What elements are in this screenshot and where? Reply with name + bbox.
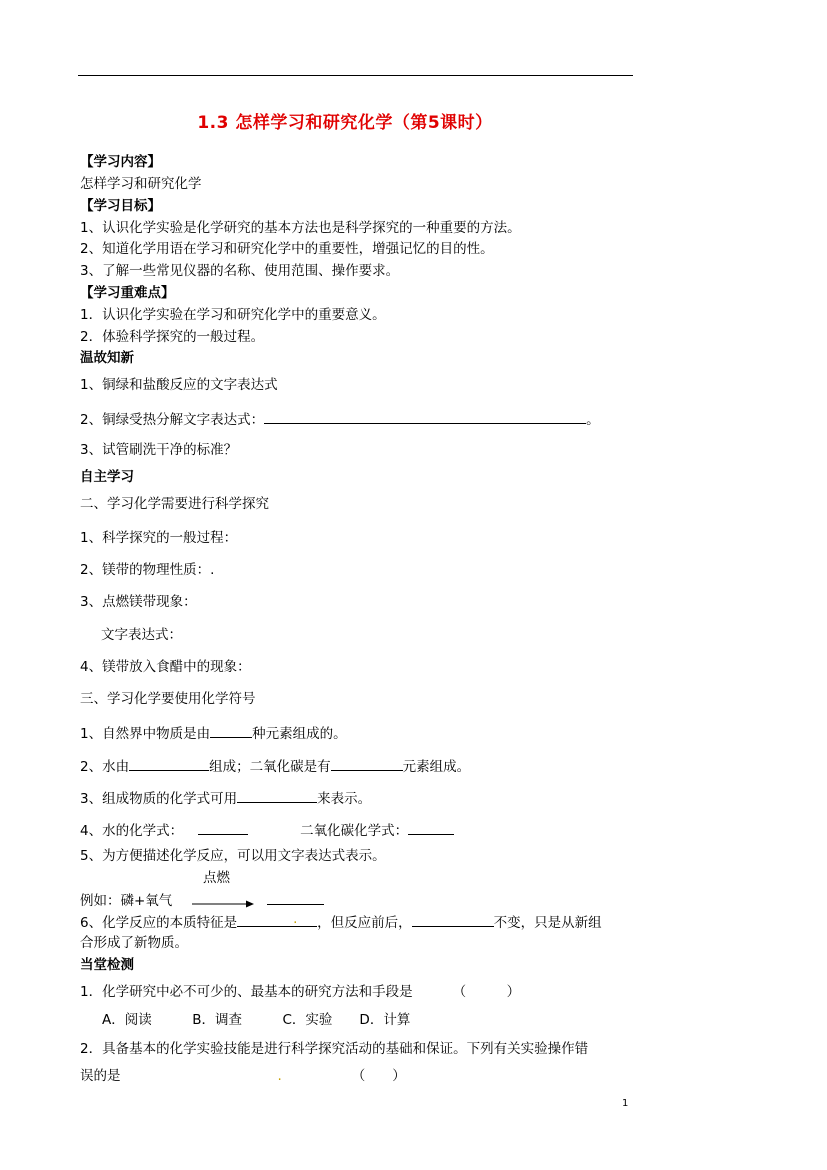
item-2-2-text: 2、镁带的物理性质： [80, 562, 211, 578]
section-2-heading: 二、学习化学需要进行科学探究 [80, 496, 269, 512]
item-3-1-a: 1、自然界中物质是由 [80, 726, 211, 742]
key-1: 1．认识化学实验在学习和研究化学中的重要意义。 [80, 307, 386, 323]
goal-2: 2、知道化学用语在学习和研究化学中的重要性，增强记忆的目的性。 [80, 241, 494, 257]
item-3-2-c: 元素组成。 [402, 759, 471, 775]
review-3: 3、试管刷洗干净的标准？ [80, 442, 238, 458]
review-2-text: 2、铜绿受热分解文字表达式： [80, 412, 265, 428]
example-text: 例如：磷+氧气 [80, 893, 173, 909]
item-3-3-a: 3、组成物质的化学式可用 [80, 791, 238, 807]
item-2-4: 4、镁带放入食醋中的现象： [80, 659, 251, 675]
answer-blank[interactable] [198, 820, 248, 835]
item-3-3 [80, 788, 371, 808]
ignite-label: 点燃 [203, 870, 230, 886]
question-1-options: A．阅读 B．调查 C．实验 D．计算 [102, 1012, 411, 1028]
goal-1: 1、认识化学实验是化学研究的基本方法也是科学探究的一种重要的方法。 [80, 220, 521, 236]
item-3-2-a: 2、水由 [80, 759, 130, 775]
item-2-2 [80, 561, 214, 579]
answer-blank[interactable] [267, 890, 324, 905]
test-heading: 当堂检测 [80, 957, 134, 973]
answer-dot: . [293, 911, 298, 927]
header-rule [78, 75, 633, 76]
item-3-6-b: ，但反应前后， [317, 915, 412, 931]
question-1-paren: （ ） [452, 984, 521, 1000]
review-1: 1、铜绿和盐酸反应的文字表达式 [80, 377, 278, 393]
item-2-3-formula: 文字表达式： [101, 627, 182, 643]
item-3-2-b: 组成；二氧化碳是有 [209, 759, 331, 775]
question-2: 2．具备基本的化学实验技能是进行科学探究活动的基础和保证。下列有关实验操作错 [80, 1041, 589, 1057]
self-study-heading: 自主学习 [80, 469, 134, 485]
answer-blank[interactable] [129, 756, 209, 771]
goal-3: 3、了解一些常见仪器的名称、使用范围、操作要求。 [80, 263, 400, 279]
item-2-2-dot: . [210, 562, 215, 578]
page-number: 1 [622, 1098, 629, 1109]
question-2-text: 误的是 [80, 1068, 121, 1084]
section-3-heading: 三、学习化学要使用化学符号 [80, 691, 256, 707]
item-3-1 [80, 723, 347, 743]
item-3-6-a: 6、化学反应的本质特征是 [80, 915, 238, 931]
answer-blank[interactable] [412, 912, 494, 927]
key-2: 2．体验科学探究的一般过程。 [80, 329, 265, 345]
item-3-6-cont: 合形成了新物质。 [80, 935, 188, 951]
item-3-4-b: 二氧化碳化学式： [300, 823, 409, 839]
item-3-5: 5、为方便描述化学反应，可以用文字表达式表示。 [80, 848, 386, 864]
question-2-cont [80, 1067, 406, 1085]
answer-blank[interactable] [331, 756, 403, 771]
item-2-1: 1、科学探究的一般过程： [80, 530, 238, 546]
answer-blank[interactable] [237, 912, 317, 927]
goals-heading: 【学习目标】 [80, 198, 161, 214]
review-2-end: 。 [586, 412, 600, 428]
item-3-3-b: 来表示。 [317, 791, 372, 807]
review-2 [80, 409, 600, 429]
answer-blank[interactable] [264, 409, 586, 424]
item-3-4 [80, 820, 454, 840]
item-3-6 [80, 912, 602, 932]
answer-blank[interactable] [237, 788, 317, 803]
content-text: 怎样学习和研究化学 [80, 176, 202, 192]
item-2-3: 3、点燃镁带现象： [80, 594, 197, 610]
question-1 [80, 983, 520, 1001]
reaction-arrow-icon [192, 899, 254, 909]
item-3-1-b: 种元素组成的。 [252, 726, 347, 742]
page-title: 1.3 怎样学习和研究化学（第5课时） [197, 113, 493, 133]
content-heading: 【学习内容】 [80, 154, 161, 170]
item-3-4-a: 4、水的化学式： [80, 823, 184, 839]
review-heading: 温故知新 [80, 350, 134, 366]
item-3-6-c: 不变，只是从新组 [493, 915, 602, 931]
item-3-2 [80, 756, 470, 776]
question-2-paren: （ ） [351, 1068, 406, 1084]
question-2-dot: . [277, 1068, 282, 1084]
question-1-text: 1．化学研究中必不可少的、最基本的研究方法和手段是 [80, 984, 413, 1000]
answer-blank[interactable] [408, 820, 454, 835]
key-heading: 【学习重难点】 [80, 285, 175, 301]
answer-blank[interactable] [210, 723, 252, 738]
